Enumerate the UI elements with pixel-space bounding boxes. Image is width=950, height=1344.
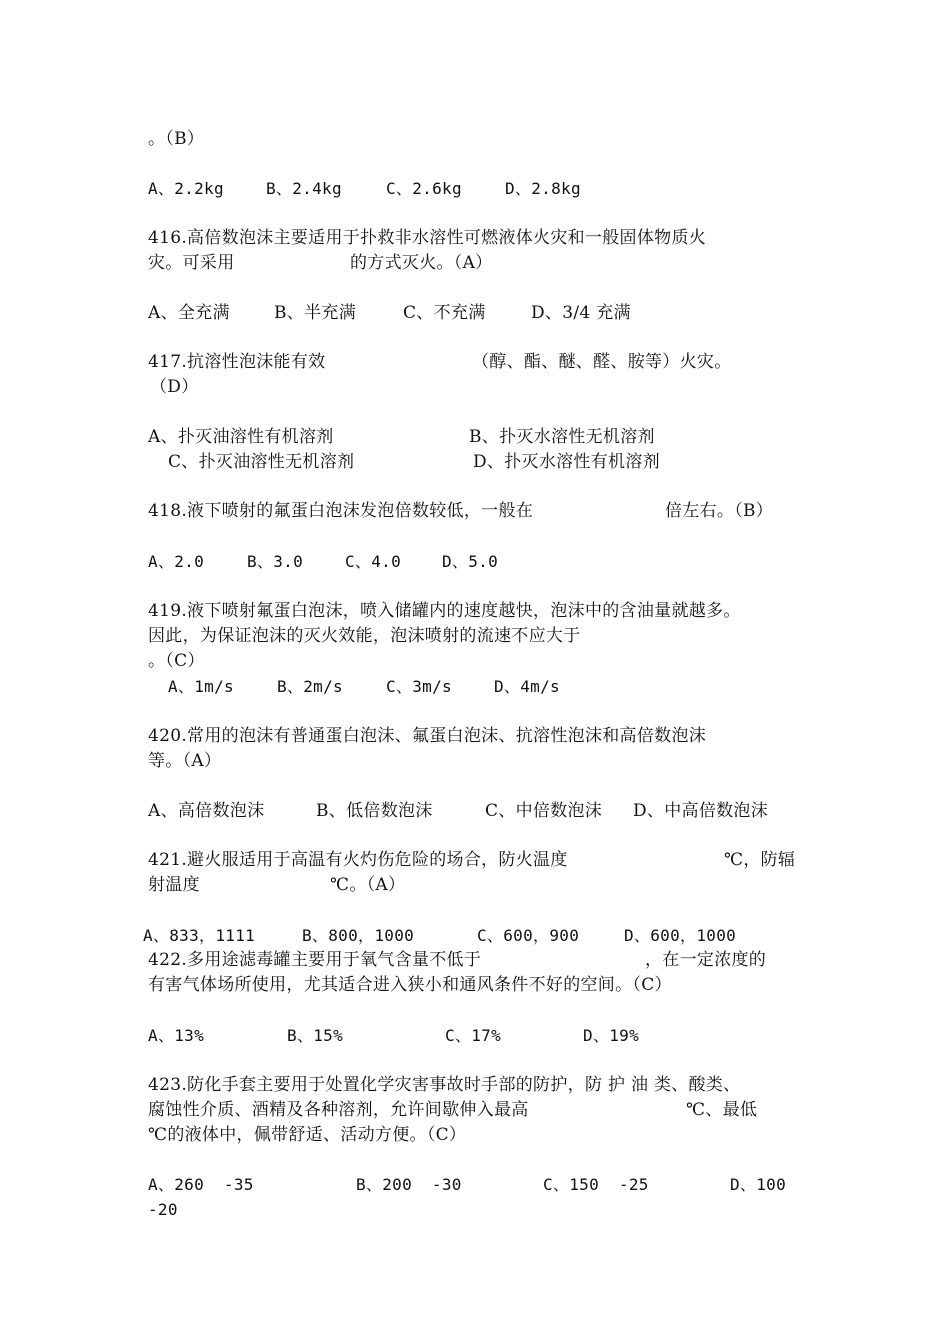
- q417-option-c: C、扑灭油溶性无机溶剂: [168, 452, 355, 472]
- q420-option-a: A、高倍数泡沫: [148, 801, 265, 821]
- q415-option-d: D、2.8kg: [505, 179, 581, 198]
- q423-line1: 423.防化手套主要用于处置化学灾害事故时手部的防护，防 护 油 类、酸类、: [148, 1075, 741, 1095]
- q421-line1a: 421.避火服适用于高温有火灼伤危险的场合，防火温度: [148, 850, 568, 870]
- q423-line2a: 腐蚀性介质、酒精及各种溶剂，允许间歇伸入最高: [148, 1100, 529, 1120]
- q421-option-c: C、600，900: [477, 926, 580, 945]
- q418-option-d: D、5.0: [442, 552, 499, 571]
- q420-line1: 420.常用的泡沫有普通蛋白泡沫、氟蛋白泡沫、抗溶性泡沫和高倍数泡沫: [148, 726, 707, 746]
- q421-option-b: B、800，1000: [302, 926, 415, 945]
- q423-line2b: ℃、最低: [686, 1100, 758, 1120]
- q415-option-a: A、2.2kg: [148, 179, 224, 198]
- q417-line1b: （醇、酯、醚、醛、胺等）火灾。: [472, 352, 732, 372]
- q422-option-a: A、13%: [148, 1026, 205, 1045]
- q420-option-c: C、中倍数泡沫: [485, 801, 603, 821]
- q416-line2a: 灾。可采用: [148, 253, 235, 273]
- q422-option-c: C、17%: [445, 1026, 502, 1045]
- q416-option-a: A、全充满: [148, 303, 230, 323]
- q422-option-b: B、15%: [287, 1026, 344, 1045]
- q417-option-d: D、扑灭水溶性有机溶剂: [473, 452, 660, 472]
- q423-option-wrap: -20: [148, 1200, 178, 1219]
- q421-line1b: ℃，防辐: [724, 850, 796, 870]
- q417-option-b: B、扑灭水溶性无机溶剂: [469, 427, 655, 447]
- q421-line2a: 射温度: [148, 875, 200, 895]
- q419-line1: 419.液下喷射氟蛋白泡沫，喷入储罐内的速度越快，泡沫中的含油量就越多。: [148, 601, 741, 621]
- q415-option-b: B、2.4kg: [266, 179, 342, 198]
- q420-line2: 等。（A）: [148, 751, 222, 771]
- q415-option-c: C、2.6kg: [386, 179, 462, 198]
- q418-option-b: B、3.0: [247, 552, 304, 571]
- q423-option-a: A、260 -35: [148, 1175, 254, 1194]
- q421-line2b: ℃。（A）: [330, 875, 406, 895]
- q423-option-b: B、200 -30: [356, 1175, 462, 1194]
- q416-option-d: D、3/4 充满: [531, 303, 631, 323]
- q422-option-d: D、19%: [583, 1026, 640, 1045]
- q416-line1: 416.高倍数泡沫主要适用于扑救非水溶性可燃液体火灾和一般固体物质火: [148, 228, 707, 248]
- q419-option-b: B、2m/s: [277, 677, 343, 696]
- q419-line2: 因此，为保证泡沫的灭火效能，泡沫喷射的流速不应大于: [148, 626, 581, 646]
- q421-option-d: D、600，1000: [624, 926, 737, 945]
- q418-option-c: C、4.0: [345, 552, 402, 571]
- q418-line1a: 418.液下喷射的氟蛋白泡沫发泡倍数较低，一般在: [148, 501, 534, 521]
- q422-line2: 有害气体场所使用，尤其适合进入狭小和通风条件不好的空间。（C）: [148, 975, 672, 995]
- q416-option-c: C、不充满: [403, 303, 486, 323]
- q419-option-d: D、4m/s: [494, 677, 560, 696]
- q415-answer: 。（B）: [148, 129, 205, 149]
- q417-line1a: 417.抗溶性泡沫能有效: [148, 352, 326, 372]
- q423-option-d: D、100: [730, 1175, 787, 1194]
- q423-option-c: C、150 -25: [543, 1175, 649, 1194]
- q423-line3: ℃的液体中，佩带舒适、活动方便。（C）: [148, 1125, 467, 1145]
- q417-option-a: A、扑灭油溶性有机溶剂: [148, 427, 334, 447]
- q420-option-b: B、低倍数泡沫: [316, 801, 433, 821]
- q418-line1b: 倍左右。（B）: [665, 501, 774, 521]
- q422-line1b: ，在一定浓度的: [645, 950, 767, 970]
- q416-line2b: 的方式灭火。（A）: [350, 253, 493, 273]
- q417-line2: （D）: [150, 377, 199, 397]
- q418-option-a: A、2.0: [148, 552, 205, 571]
- q422-line1a: 422.多用途滤毒罐主要用于氧气含量不低于: [148, 950, 482, 970]
- q419-option-a: A、1m/s: [168, 677, 234, 696]
- q420-option-d: D、中高倍数泡沫: [633, 801, 769, 821]
- q419-option-c: C、3m/s: [386, 677, 452, 696]
- q419-line3: 。（C）: [148, 651, 205, 671]
- q421-option-a: A、833，1111: [143, 926, 256, 945]
- q416-option-b: B、半充满: [274, 303, 356, 323]
